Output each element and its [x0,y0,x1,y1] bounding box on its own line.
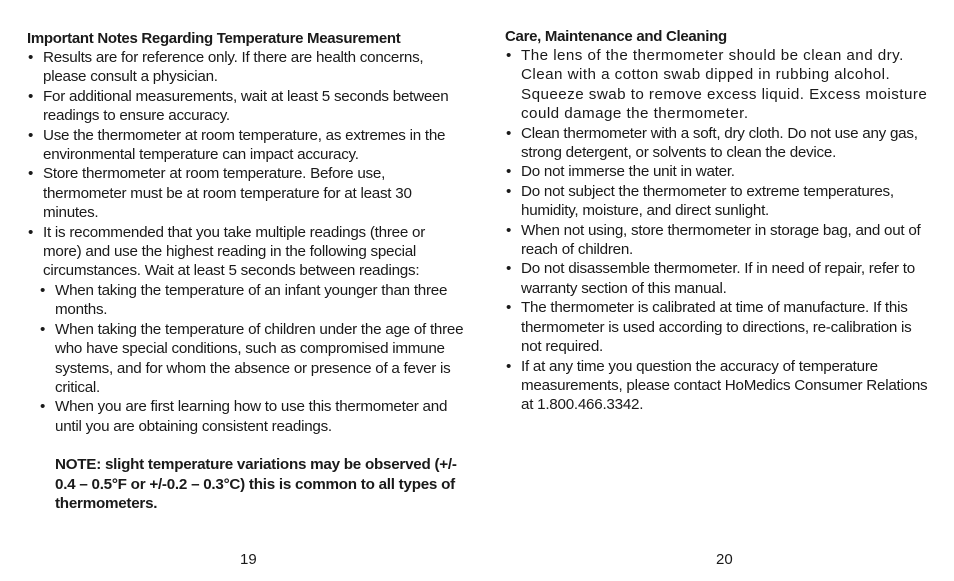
sub-list-item: • When taking the temperature of an infant younger than three months. [27,281,467,320]
list-item: • It is recommended that you take multiple readings (three or more) and use the highest reading in the following special circumstances. Wait at least 5 seconds between readings: [27,223,467,281]
left-page [27,0,467,581]
care-cleaning-list [505,46,930,415]
section-title-care-cleaning: Care, Maintenance and Cleaning [505,28,727,45]
list-item: • Do not immerse the unit in water. [505,162,930,181]
right-page [505,0,930,581]
list-item: • Clean thermometer with a soft, dry cloth. Do not use any gas, strong detergent, or solvents to clean the device. [505,124,930,163]
section-title-temperature-notes: Important Notes Regarding Temperature Measurement [27,30,401,47]
list-item: • The lens of the thermometer should be clean and dry. Clean with a cotton swab dipped in rubbing alcohol. Squeeze swab to remove excess liquid. Excess moisture could damage the thermometer. [505,46,930,124]
list-item: • Results are for reference only. If there are health concerns, please consult a physician. [27,48,467,87]
list-item: • When not using, store thermometer in storage bag, and out of reach of children. [505,221,930,260]
sub-list-item: • When you are first learning how to use this thermometer and until you are obtaining consistent readings. [27,397,467,436]
page-number-left: 19 [240,551,257,568]
page-number-right: 20 [716,551,733,568]
list-item: • Do not subject the thermometer to extreme temperatures, humidity, moisture, and direct sunlight. [505,182,930,221]
temperature-notes-list [27,48,467,436]
list-item: • The thermometer is calibrated at time of manufacture. If this thermometer is used according to directions, re-calibration is not required. [505,298,930,356]
list-item: • Use the thermometer at room temperature, as extremes in the environmental temperature can impact accuracy. [27,126,467,165]
list-item: • Do not disassemble thermometer. If in need of repair, refer to warranty section of this manual. [505,259,930,298]
list-item: • Store thermometer at room temperature. Before use, thermometer must be at room temperature for at least 30 minutes. [27,164,467,222]
accuracy-note: NOTE: slight temperature variations may be observed (+/- 0.4 – 0.5°F or +/-0.2 – 0.3°C) this is common to all types of thermometers. [55,456,457,512]
list-item: • If at any time you question the accuracy of temperature measurements, please contact HoMedics Consumer Relations at 1.800.466.3342. [505,357,930,415]
sub-list-item: • When taking the temperature of children under the age of three who have special conditions, such as compromised immune systems, and for whom the absence or presence of a fever is critical. [27,320,467,398]
list-item: • For additional measurements, wait at least 5 seconds between readings to ensure accuracy. [27,87,467,126]
